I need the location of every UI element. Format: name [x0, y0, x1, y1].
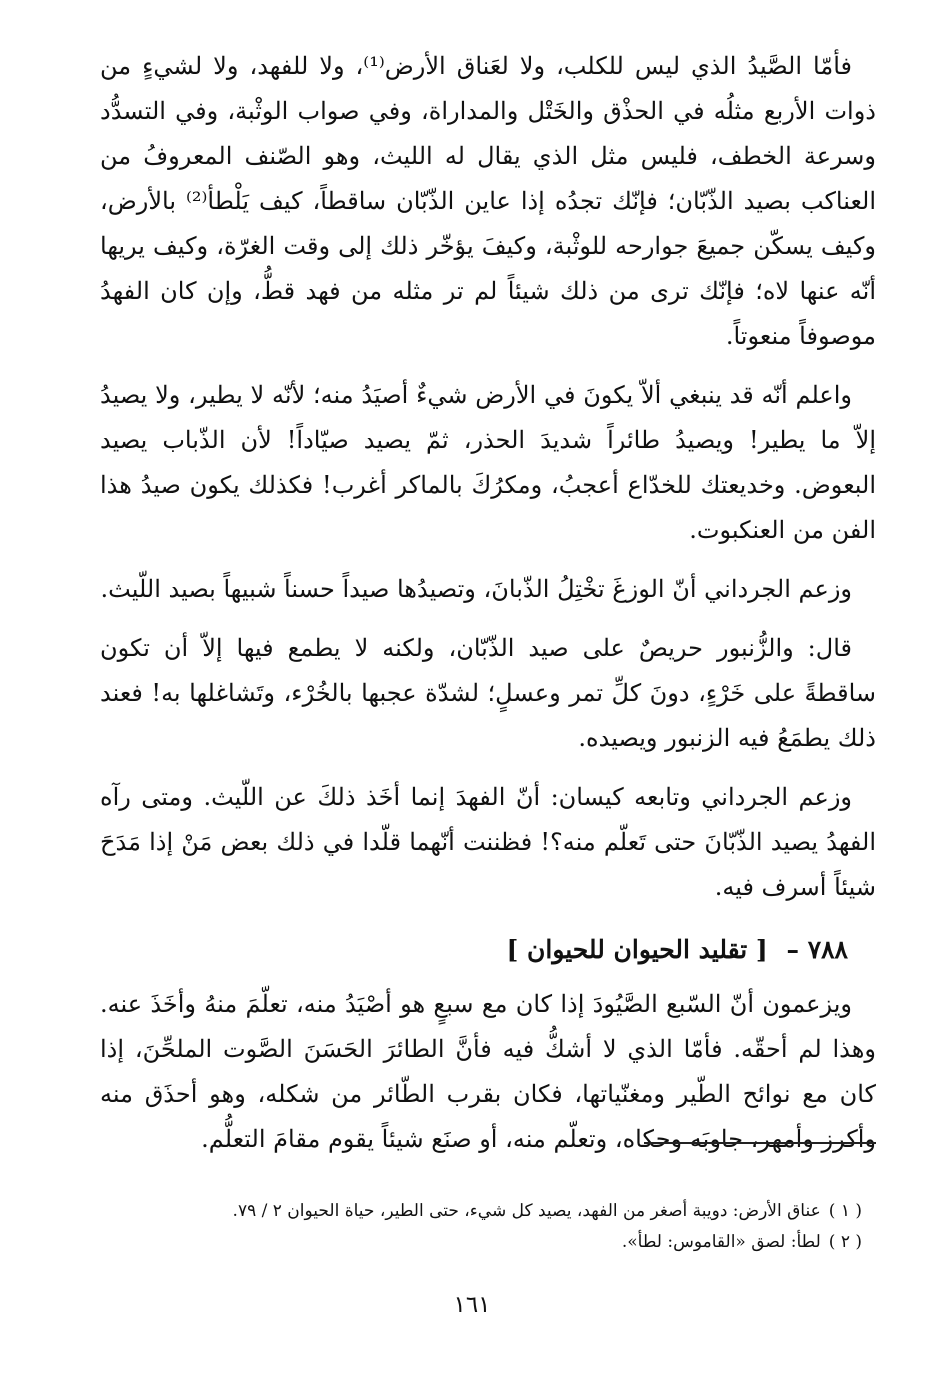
page-number: ١٦١ — [453, 1292, 491, 1318]
footnote-2-mark: ( ٢ ) — [828, 1232, 862, 1252]
footnotes — [100, 1196, 876, 1258]
paragraph-4: قال: والزُّنبور حريصٌ على صيد الذّبّان، ولكنه لا يطمع فيها إلاّ أن تكون ساقطةً على خَرْءٍ، دونَ كلِّ تمر وعسلٍ؛ لشدّة عجبها بالخُرْء، وتَشاغلها به! فعند ذلك يطمَعُ فيه الزنبور ويصيده. — [100, 634, 876, 752]
footnote-1 — [100, 1196, 876, 1227]
footnote-1-mark: ( ١ ) — [828, 1201, 862, 1221]
paragraph-3: وزعم الجرداني أنّ الوزغَ تخْتِلُ الذّبانَ، وتصيدُها صيداً حسناً شبيهاً بصيد اللّيث. — [100, 575, 852, 603]
footnote-2-text: لطأ: لصق «القاموس: لطأ». — [621, 1232, 821, 1252]
section-number: ٧٨٨ – — [786, 935, 848, 964]
footnote-2 — [100, 1227, 876, 1258]
footnote-rule — [644, 1142, 876, 1144]
paragraph-2: واعلم أنّه قد ينبغي ألاّ يكونَ في الأرض شيءٌ أصيَدُ منه؛ لأنّه لا يطير، ولا يصيدُ إلاّ ما يطير! ويصيدُ طائراً شديدَ الحذر، ثمّ يصيد صيّاداً! لأن الذّباب يصيد البعوض. وخديعتك للخدّاع أعجبُ، ومكرُكَ بالماكر أغرب! فكذلك يكون صيدُ هذا الفن من العنكبوت. — [100, 381, 876, 544]
section-title: [ تقليد الحيوان للحيوان ] — [506, 935, 768, 964]
section-paragraph-1: ويزعمون أنّ السّبع الصَّيُودَ إذا كان مع سبعٍ هو أصْيَدُ منه، تعلّمَ منهُ وأخَذَ عنه. وهذا لم أحقّه. فأمّا الذي لا أشكُّ فيه فأنَّ الطائرَ الحَسَنَ الصَّوت الملحِّنَ، إذا كان مع نوائح الطّير ومغنّياتها، فكان بقرب الطّائر من شكله، وهو أحذَق منه وأكرز وأمهر، جاوبَه وحكاه، وتعلّم منه، أو صنَع شيئاً يقوم مقامَ التعلُّم. — [100, 990, 876, 1153]
footnote-1-text: عناق الأرض: دويبة أصغر من الفهد، يصيد كل شيء، حتى الطير، حياة الحيوان ٢ / ٧٩. — [232, 1201, 821, 1221]
paragraph-1: فأمّا الصَّيدُ الذي ليس للكلب، ولا لعَناق الأرض⁽¹⁾، ولا للفهد، ولا لشيءٍ من ذوات الأربع مثلُه في الحذْق والخَتْل والمداراة، وفي صواب الوثْبة، وفي التسدُّد وسرعة الخطف، فليس مثل الذي يقال له الليث، وهو الصّنف المعروفُ من العناكب بصيد الذّبّان؛ فإنّك تجدُه إذا عاين الذّبّان ساقطاً، كيف يَلْطأ⁽²⁾ بالأرض، وكيف يسكّن جميعَ جوارحه للوثْبة، وكيفَ يؤخّر ذلك إلى وقت الغرّة، وكيف يريها أنّه عنها لاه؛ فإنّك ترى من ذلك شيئاً لم تر مثله من فهد قطُّ، وإن كان الفهدُ موصوفاً منعوتاً. — [100, 52, 876, 350]
section-heading — [100, 928, 876, 972]
page-body — [100, 44, 876, 1176]
paragraph-5: وزعم الجرداني وتابعه كيسان: أنّ الفهدَ إنما أخَذ ذلكَ عن اللّيث. ومتى رآه الفهدُ يصيد الذّبّانَ حتى تَعلّم منه؟! فظننت أنّهما قلّدا في ذلك بعض مَنْ إذا مَدَحَ شيئاً أسرف فيه. — [100, 783, 876, 901]
